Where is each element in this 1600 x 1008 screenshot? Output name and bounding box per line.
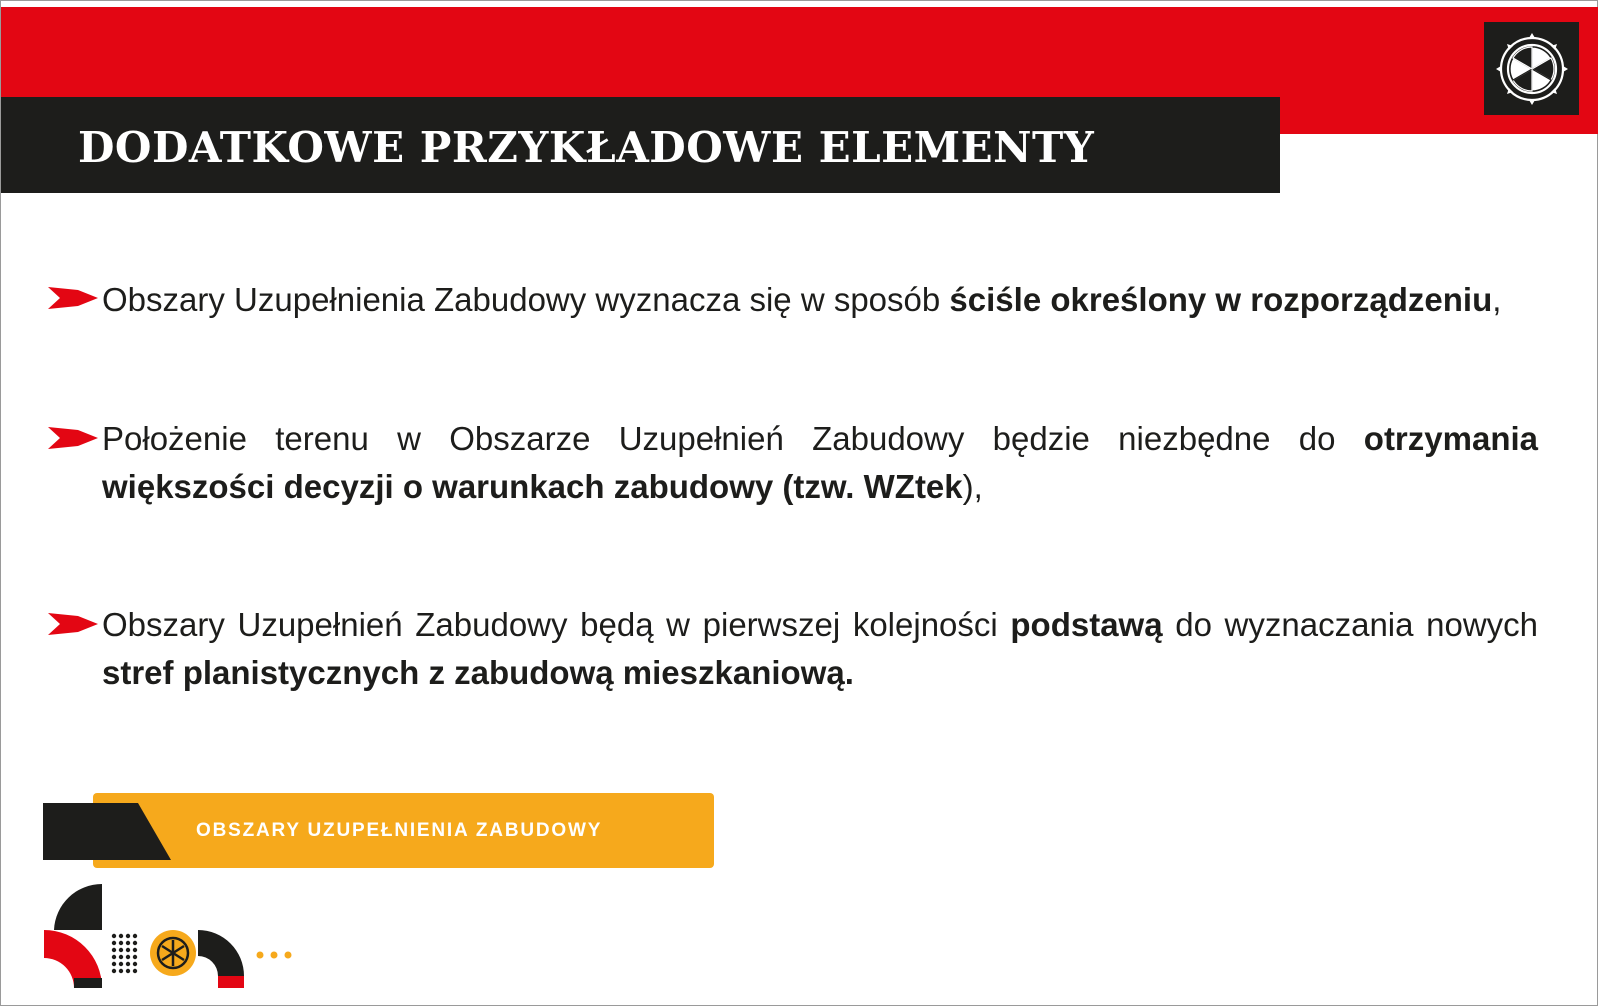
bullet-3-bold-2: stref planistycznych z zabudową mieszkaniową. bbox=[102, 654, 854, 691]
slide-title: DODATKOWE PRZYKŁADOWE ELEMENTY bbox=[78, 123, 1095, 172]
logo-box bbox=[1484, 22, 1579, 115]
emblem-logo-icon bbox=[1495, 32, 1569, 106]
bullet-3 bbox=[102, 601, 1538, 697]
banner-dark-overlay bbox=[43, 803, 173, 860]
bullet-2-text: Położenie terenu w Obszarze Uzupełnień Zabudowy będzie niezbędne do bbox=[102, 420, 1364, 457]
bullet-1-text: Obszary Uzupełnienia Zabudowy wyznacza się w sposób bbox=[102, 281, 950, 318]
bullet-3-mid: do wyznaczania nowych bbox=[1162, 606, 1539, 643]
bullet-1 bbox=[102, 276, 1538, 324]
arrow-bullet-icon bbox=[48, 613, 98, 635]
bullet-3-text: Obszary Uzupełnień Zabudowy będą w pierwszej kolejności bbox=[102, 606, 1011, 643]
bullet-2 bbox=[102, 415, 1538, 511]
banner-label: OBSZARY UZUPEŁNIENIA ZABUDOWY bbox=[196, 820, 603, 841]
bullet-2-bold: otrzymania większości decyzji o warunkach zabudowy (tzw. WZtek bbox=[102, 420, 1538, 505]
bullet-1-bold: ściśle określony w rozporządzeniu bbox=[949, 281, 1493, 318]
arrow-bullet-icon bbox=[48, 427, 98, 449]
bullet-2-end: ), bbox=[962, 468, 983, 505]
decorative-shapes bbox=[40, 880, 310, 992]
arrow-bullet-icon bbox=[48, 287, 98, 309]
bullet-1-end: , bbox=[1492, 281, 1502, 318]
bullet-3-bold-1: podstawą bbox=[1010, 606, 1163, 643]
